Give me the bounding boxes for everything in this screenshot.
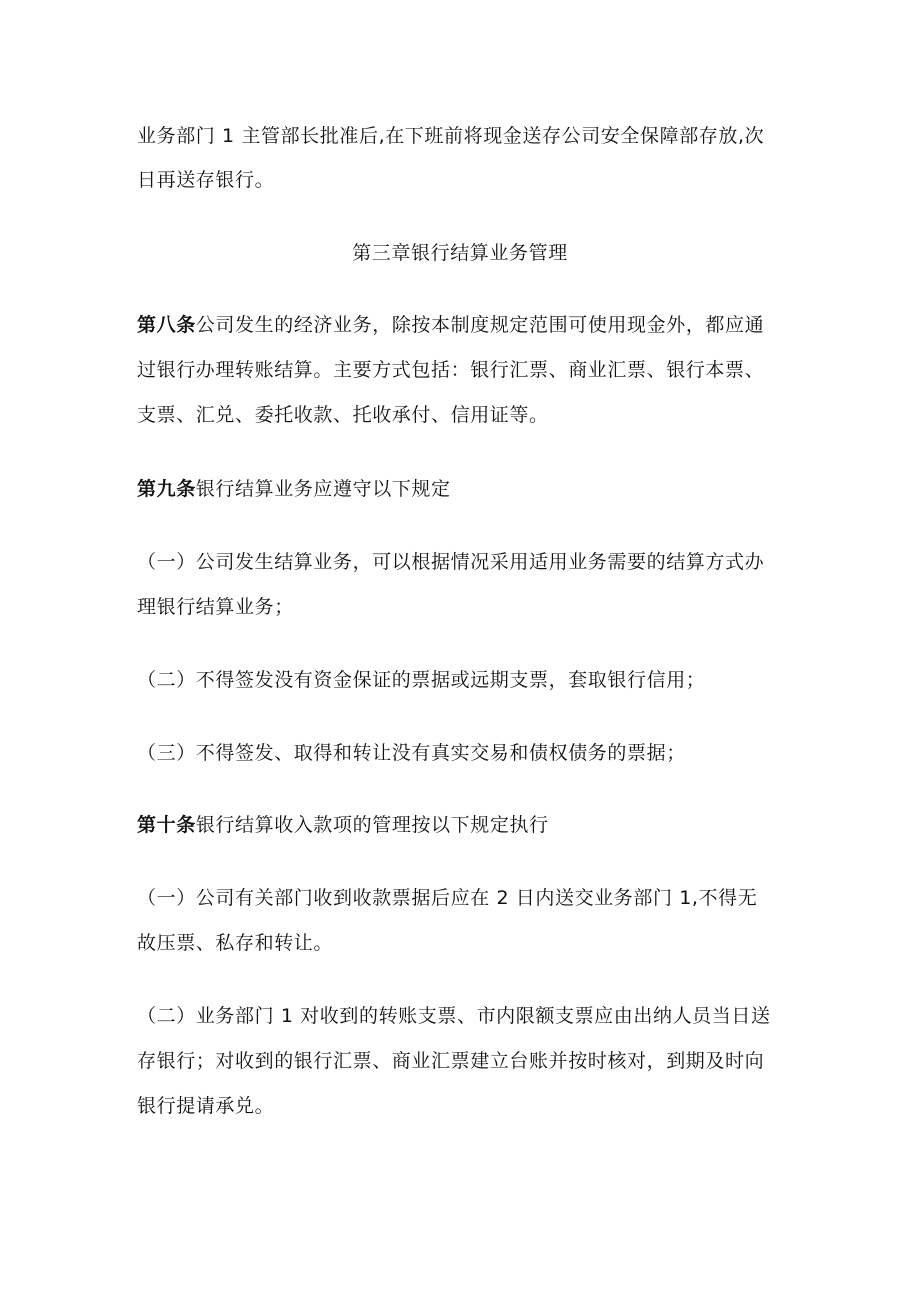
article-8-line-2: 过银行办理转账结算。主要方式包括：银行汇票、商业汇票、银行本票、 (137, 359, 765, 381)
article-10-item-2-line-2: 存银行；对收到的银行汇票、商业汇票建立台账并按时核对，到期及时向 (137, 1050, 765, 1072)
article-8-line-3: 支票、汇兑、委托收款、托收承付、信用证等。 (137, 404, 549, 426)
article-text: 公司发生的经济业务，除按本制度规定范围可使用现金外，都应通 (195, 314, 765, 336)
article-9-item-3: （三）不得签发、取得和转让没有真实交易和债权债务的票据； (137, 742, 686, 764)
article-10-item-2-line-1: （二）业务部门 1 对收到的转账支票、市内限额支票应由出纳人员当日送 (137, 1005, 771, 1027)
article-text: 银行结算收入款项的管理按以下规定执行 (195, 814, 549, 836)
article-label: 第九条 (137, 478, 196, 500)
article-10-item-1-line-2: 故压票、私存和转让。 (137, 932, 334, 954)
article-text: 银行结算业务应遵守以下规定 (195, 478, 451, 500)
article-9-item-2: （二）不得签发没有资金保证的票据或远期支票，套取银行信用； (137, 669, 706, 691)
article-10-heading (137, 812, 797, 838)
article-8-line-1 (137, 312, 797, 338)
article-10-item-2-line-3: 银行提请承兑。 (137, 1095, 275, 1117)
article-10-item-1-line-1: （一）公司有关部门收到收款票据后应在 2 日内送交业务部门 1,不得无 (137, 887, 758, 909)
article-9-item-1-line-1: （一）公司发生结算业务，可以根据情况采用适用业务需要的结算方式办 (137, 551, 765, 573)
article-9-item-1-line-2: 理银行结算业务； (137, 596, 294, 618)
article-label: 第八条 (137, 314, 196, 336)
paragraph-line: 业务部门 1 主管部长批准后,在下班前将现金送存公司安全保障部存放,次 (137, 125, 765, 147)
article-9-heading (137, 476, 797, 502)
paragraph-line: 日再送存银行。 (137, 169, 275, 191)
chapter-heading: 第三章银行结算业务管理 (352, 242, 568, 264)
article-label: 第十条 (137, 814, 196, 836)
